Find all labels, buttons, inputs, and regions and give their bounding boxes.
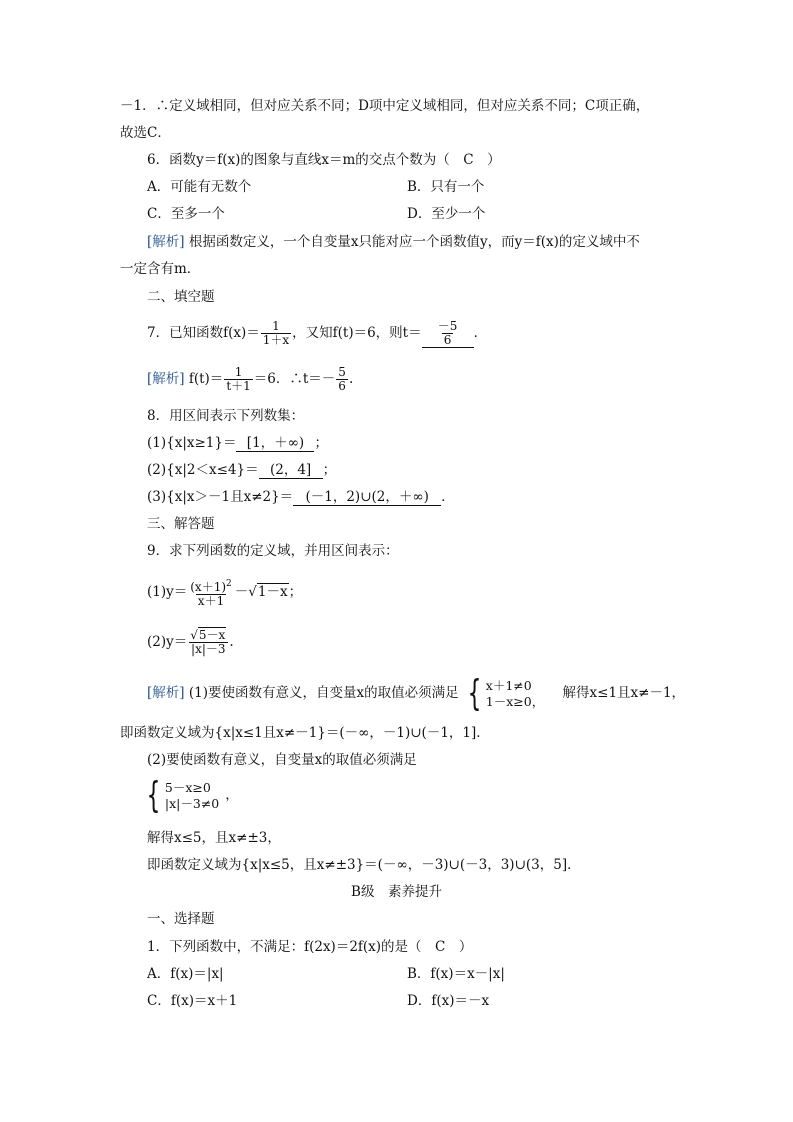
text-line: 解得x≤5，且x≠±3， [147, 830, 281, 846]
conditions [486, 678, 544, 710]
radicand: 1－x [257, 584, 288, 600]
system-of-conditions [142, 774, 220, 816]
text-span: . [229, 634, 234, 650]
section-heading: 二、填空题 [147, 289, 215, 305]
system-of-conditions [463, 672, 545, 714]
text-span: ，又知f(t)＝6，则t＝ [292, 325, 422, 341]
option-d: D．至少一个 [407, 206, 486, 222]
text-span: ， [225, 787, 239, 803]
text-line: 故选C． [120, 125, 171, 141]
question-b1-stem: 1．下列函数中，不满足：f(2x)＝2f(x)的是（ C ） [147, 939, 473, 955]
fraction [261, 320, 291, 347]
section-heading: 三、解答题 [147, 516, 215, 532]
question-8-part-2 [147, 461, 336, 479]
text-span: f(t)＝ [188, 371, 224, 387]
fraction [224, 366, 252, 393]
text-span: (2)y＝ [147, 634, 188, 650]
conditions [165, 780, 219, 812]
text-span: (2){x|2＜x≤4}＝ [147, 462, 259, 478]
analysis-tag: [解析] [147, 371, 185, 387]
text-span: ； [288, 584, 303, 600]
numerator: 1 [272, 319, 280, 333]
text-line: (2)要使函数有意义，自变量x的取值必须满足 [147, 752, 417, 768]
question-9-stem: 9．求下列函数的定义域，并用区间表示： [147, 543, 399, 559]
text-span: － [234, 584, 249, 600]
option-d: D．f(x)＝－x [407, 993, 490, 1009]
superscript: 2 [226, 578, 232, 589]
text-span: 7．已知函数f(x)＝ [147, 325, 260, 341]
fraction [188, 578, 234, 608]
text-span: . [348, 371, 354, 387]
sqrt-sign: √ [248, 584, 257, 600]
option-b: B．f(x)＝x－|x| [407, 966, 505, 982]
numerator: 1 [234, 365, 243, 379]
fraction [336, 366, 348, 393]
system-of-conditions-2 [142, 775, 239, 815]
denominator: x＋1 [197, 593, 225, 608]
section-heading: 一、选择题 [147, 911, 215, 927]
question-9-part-2 [147, 622, 234, 662]
question-6-stem: 6．函数y＝f(x)的图象与直线x＝m的交点个数为（ C ） [147, 152, 501, 168]
fraction [188, 629, 228, 656]
numerator: －5 [437, 319, 458, 333]
option-b: B．只有一个 [407, 179, 485, 195]
text-span: (1)y＝ [147, 584, 188, 600]
numerator [188, 629, 228, 642]
text-span: (3){x|x＞－1且x≠2}＝ [147, 489, 294, 505]
condition: |x|－3≠0 [164, 795, 220, 811]
question-7-stem [147, 316, 487, 350]
answer-blank: (2，4] [259, 462, 323, 479]
condition: 1－x≥0， [485, 693, 545, 709]
analysis-text: 根据函数定义，一个自变量x只能对应一个函数值y，而y＝f(x)的定义域中不 [188, 234, 640, 250]
answer-blank: [1，＋∞) [236, 435, 314, 452]
condition: x＋1≠0 [485, 677, 532, 693]
analysis-tag: [解析] [147, 685, 185, 701]
text-span: ． [441, 489, 455, 505]
answer-blank: (－1，2)∪(2，＋∞) [293, 489, 441, 506]
analysis-tag: [解析] [147, 234, 185, 250]
left-brace: { [146, 774, 161, 816]
text-line: 即函数定义域为{x|x≤5，且x≠±3}＝(－∞，－3)∪(－3，3)∪(3，5]． [147, 857, 581, 873]
analysis-line [147, 362, 353, 396]
text-span: 解得x≤1且x≠－1， [562, 685, 686, 701]
text-span: (x＋1) [190, 579, 227, 594]
denominator: 6 [443, 333, 452, 347]
text-span: ＝6．∴t＝－ [253, 371, 336, 387]
answer-fraction [436, 320, 460, 347]
question-8-part-1 [147, 434, 328, 452]
text-span: (1)要使函数有意义，自变量x的取值必须满足 [188, 685, 459, 701]
text-line: －1．∴定义域相同，但对应关系不同；D项中定义域相同，但对应关系不同；C项正确， [120, 98, 650, 114]
analysis-line [147, 673, 685, 713]
denominator: t＋1 [226, 379, 251, 393]
option-a: A．可能有无数个 [147, 179, 252, 195]
sqrt-sign: √ [190, 628, 198, 642]
option-c: C．至多一个 [147, 206, 225, 222]
denominator: 1＋x [262, 333, 290, 347]
text-line: 即函数定义域为{x|x≤1且x≠－1}＝(－∞，－1)∪(－1，1]． [120, 725, 490, 741]
text-line: 一定含有m． [120, 261, 201, 277]
condition: 5－x≥0 [164, 779, 211, 795]
denominator: |x|－3 [191, 642, 226, 656]
option-a: A．f(x)＝|x| [147, 966, 224, 982]
numerator [188, 578, 234, 594]
text-span: ； [314, 435, 328, 451]
question-8-part-3 [147, 488, 455, 506]
option-c: C．f(x)＝x＋1 [147, 993, 238, 1009]
level-heading: B级 素养提升 [351, 884, 442, 900]
analysis-line [147, 233, 640, 251]
denominator: 6 [338, 379, 346, 393]
text-span: ． [473, 325, 488, 341]
question-9-part-1 [147, 572, 302, 612]
question-8-stem: 8．用区间表示下列数集： [147, 408, 305, 424]
numerator: 5 [338, 365, 346, 379]
text-span: ； [322, 462, 337, 478]
text-span: (1){x|x≥1}＝ [147, 435, 237, 451]
left-brace: { [467, 672, 482, 714]
answer-blank [422, 320, 474, 348]
radicand: 5－x [198, 628, 226, 642]
